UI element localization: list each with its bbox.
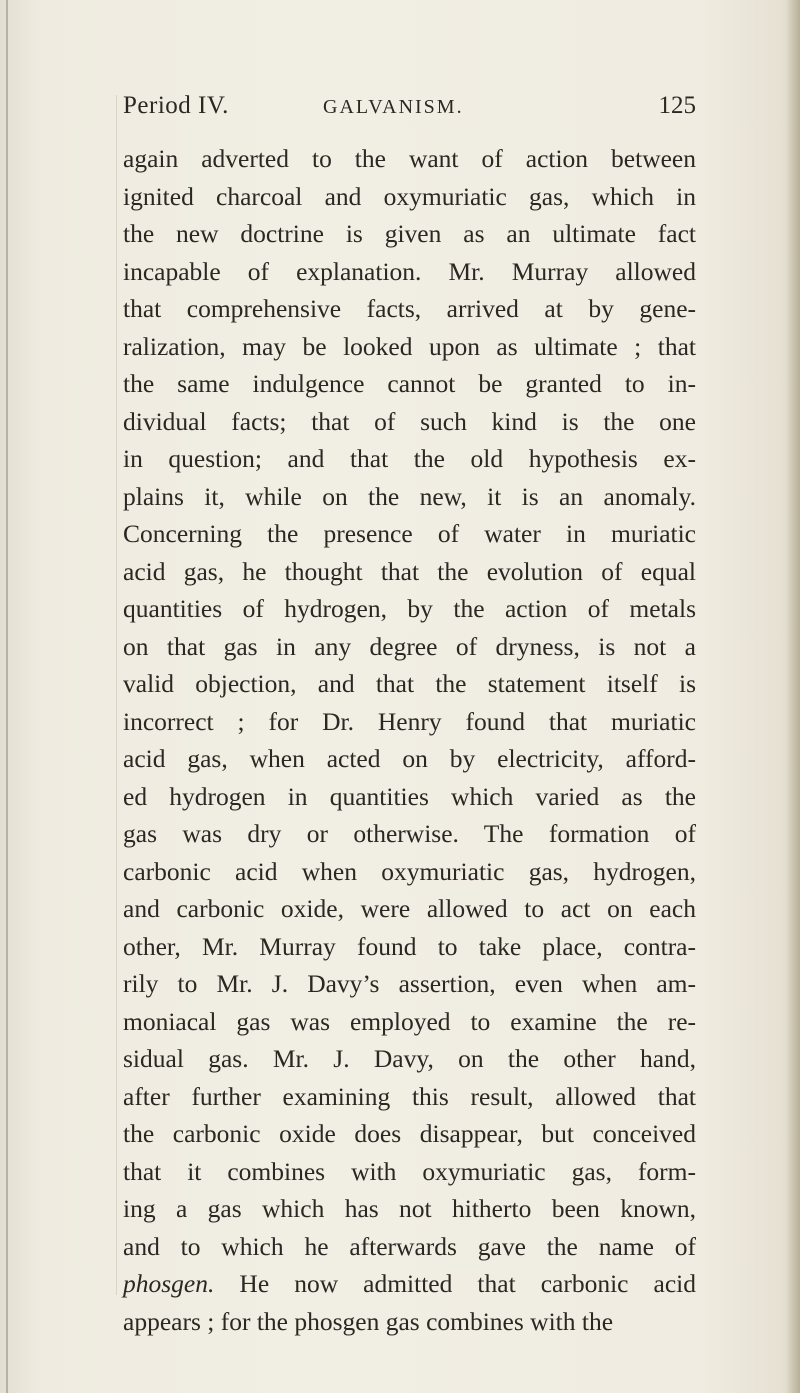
text-line: in question; and that the old hypothesis ex- (123, 444, 696, 473)
text-line: ralization, may be looked upon as ultimate ; that (123, 331, 696, 361)
text-line: acid gas, he thought that the evolution of equal (123, 556, 696, 586)
text-line: carbonic acid when oxymuriatic gas, hydrogen, (123, 856, 696, 886)
text-line: the same indulgence cannot be granted to in- (123, 369, 696, 398)
text-line: other, Mr. Murray found to take place, contra- (123, 931, 696, 961)
text-line: and to which he afterwards gave the name of (123, 1231, 696, 1261)
text-line-phosgen (123, 1265, 696, 1303)
text-line: sidual gas. Mr. J. Davy, on the other hand, (123, 1044, 696, 1073)
text-line: the carbonic oxide does disappear, but conceived (123, 1119, 696, 1148)
spine-shadow (786, 0, 800, 1393)
page-fold-shadow (116, 95, 117, 1295)
page-edge-rule (6, 0, 8, 1393)
text-line: ed hydrogen in quantities which varied as the (123, 781, 696, 811)
text-line: the new doctrine is given as an ultimate fact (123, 219, 696, 248)
text-line: after further examining this result, allowed that (123, 1081, 696, 1111)
italic-term-phosgen: phosgen. (123, 1269, 215, 1298)
header-period: Period IV. (123, 92, 229, 119)
text-line: that it combines with oxymuriatic gas, form- (123, 1156, 696, 1186)
text-line: valid objection, and that the statement itself is (123, 669, 696, 698)
running-header (123, 92, 696, 132)
text-line: ignited charcoal and oxymuriatic gas, which in (123, 181, 696, 211)
text-line: incorrect ; for Dr. Henry found that muriatic (123, 706, 696, 736)
text-line-final: appears ; for the phosgen gas combines with the (123, 1306, 614, 1336)
text-line: moniacal gas was employed to examine the re- (123, 1006, 696, 1036)
text-line: again adverted to the want of action between (123, 144, 696, 173)
text-line: gas was dry or otherwise. The formation of (123, 819, 696, 848)
text-line: that comprehensive facts, arrived at by gene- (123, 294, 696, 323)
text-line: acid gas, when acted on by electricity, afford- (123, 744, 696, 773)
page-number: 125 (658, 92, 696, 119)
text-line: plains it, while on the new, it is an anomaly. (123, 481, 696, 511)
text-line: ing a gas which has not hitherto been known, (123, 1194, 696, 1223)
text-line: rily to Mr. J. Davy’s assertion, even when am- (123, 969, 696, 998)
text-line-rest: He now admitted that carbonic acid (214, 1269, 696, 1298)
text-line: dividual facts; that of such kind is the one (123, 406, 696, 436)
body-text (123, 140, 696, 1340)
text-line: incapable of explanation. Mr. Murray allowed (123, 256, 696, 286)
text-line: Concerning the presence of water in muriatic (123, 519, 696, 548)
text-line: and carbonic oxide, were allowed to act on each (123, 894, 696, 923)
text-line: quantities of hydrogen, by the action of metals (123, 594, 696, 623)
text-line: on that gas in any degree of dryness, is not a (123, 631, 696, 661)
header-title: GALVANISM. (323, 96, 464, 118)
